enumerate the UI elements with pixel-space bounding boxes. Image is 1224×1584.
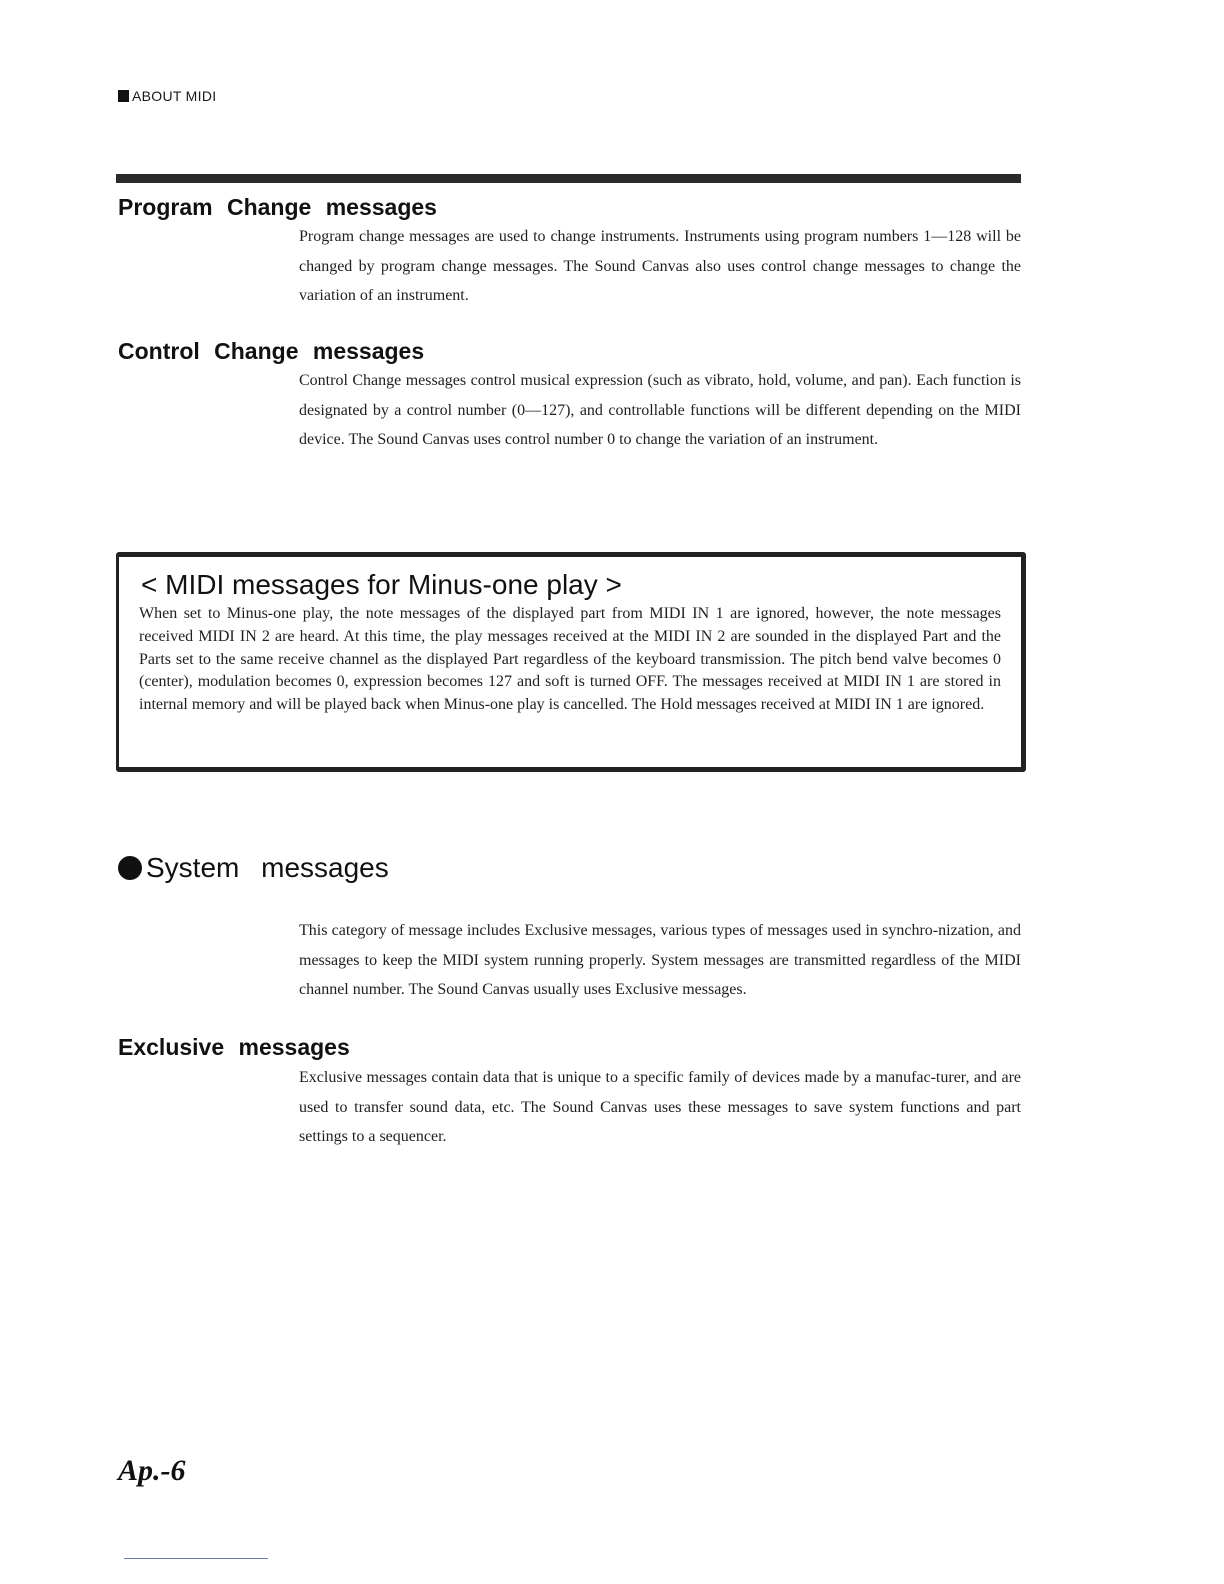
exclusive-messages-body: Exclusive messages contain data that is unique to a specific family of devices made by a manufac-turer, and are used to transfer sound data, etc. The Sound Canvas uses these messages to save system functions and part settings to a sequencer.	[299, 1069, 1021, 1145]
system-messages-body: This category of message includes Exclusive messages, various types of messages used in synchro-nization, and messages to keep the MIDI system running properly. System messages are transmitted regardless of the MIDI channel number. The Sound Canvas usually uses Exclusive messages.	[299, 922, 1021, 998]
control-change-body: Control Change messages control musical expression (such as vibrato, hold, volume, and pan). Each function is designated by a control number (0—127), and controllable functions will be different depending on the MIDI device. The Sound Canvas uses control number 0 to change the variation of an instrument.	[299, 372, 1021, 448]
minus-one-play-body: When set to Minus-one play, the note messages of the displayed part from MIDI IN 1 are ignored, however, the note messages received MIDI IN 2 are heard. At this time, the play messages received at the MIDI IN 2 are sounded in the displayed Part and the Parts set to the same receive channel as the displayed Part regardless of the keyboard transmission. The pitch bend valve becomes 0 (center), modulation becomes 0, expression becomes 127 and soft is turned OFF. The messages received at MIDI IN 1 are stored in internal memory and will be played back when Minus-one play is cancelled. The Hold messages received at MIDI IN 1 are ignored.	[139, 605, 1001, 714]
exclusive-messages-heading: Exclusive messages	[118, 1034, 350, 1060]
running-header-label: ABOUT MIDI	[132, 88, 217, 104]
page-number: Ap.-6	[118, 1454, 186, 1487]
filled-circle-bullet-icon	[118, 856, 142, 880]
minus-one-play-box	[116, 552, 1026, 772]
square-bullet-icon	[118, 90, 129, 102]
section-divider-rule	[116, 174, 1021, 183]
running-header	[118, 88, 216, 104]
footer-rule	[124, 1558, 268, 1559]
program-change-heading: Program Change messages	[118, 194, 437, 220]
program-change-body: Program change messages are used to change instruments. Instruments using program numbers 1—128 will be changed by program change messages. The Sound Canvas also uses control change messages to change the variation of an instrument.	[299, 228, 1021, 304]
system-messages-heading-text: System messages	[146, 852, 389, 883]
system-messages-heading	[118, 852, 389, 884]
control-change-heading: Control Change messages	[118, 338, 425, 364]
minus-one-play-title: < MIDI messages for Minus-one play >	[141, 569, 622, 600]
